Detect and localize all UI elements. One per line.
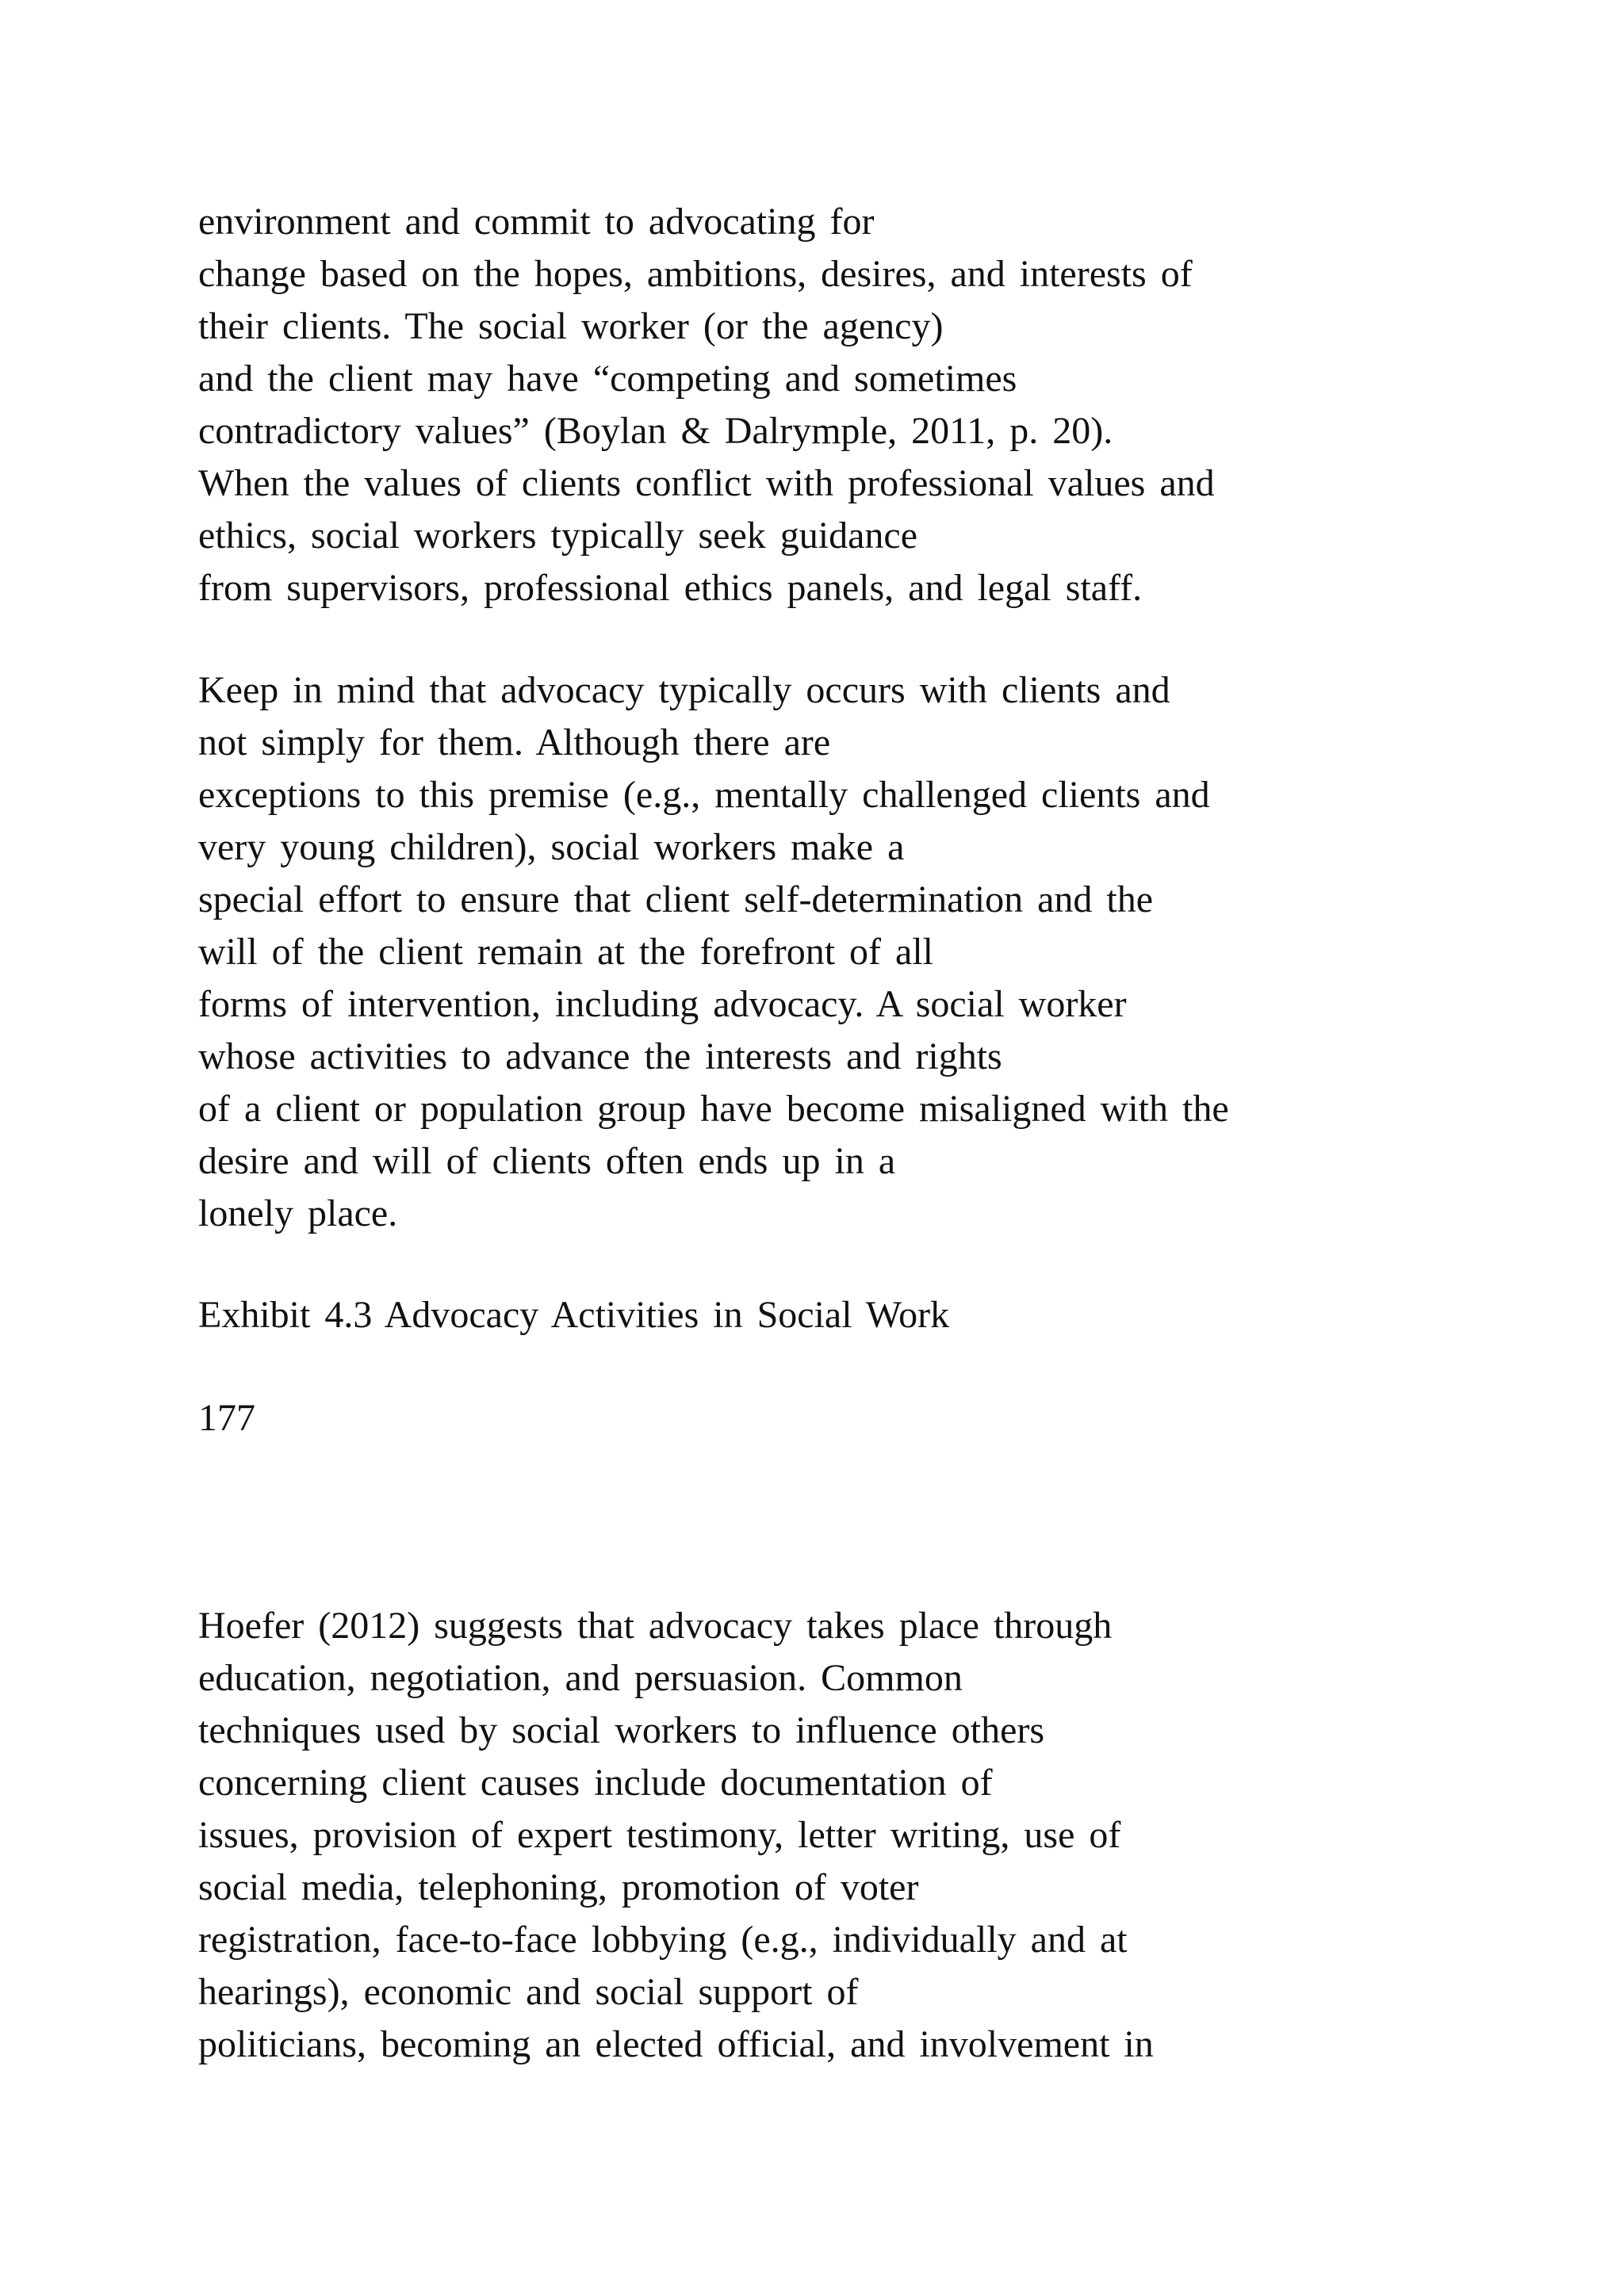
text-line: contradictory values” (Boylan & Dalrymple, 2011, p. 20). xyxy=(198,410,1113,452)
text-line: of a client or population group have become misaligned with the xyxy=(198,1088,1229,1130)
text-line: techniques used by social workers to influence others xyxy=(198,1709,1045,1751)
text-line: When the values of clients conflict with professional values and xyxy=(198,462,1215,504)
text-line: environment and commit to advocating for xyxy=(198,201,875,243)
text-line: very young children), social workers make a xyxy=(198,826,905,868)
text-line: social media, telephoning, promotion of voter xyxy=(198,1866,919,1908)
text-line: desire and will of clients often ends up in a xyxy=(198,1140,896,1182)
paragraph-advocacy-techniques xyxy=(198,1600,1154,2071)
text-line: special effort to ensure that client self-determination and the xyxy=(198,878,1154,920)
text-line: and the client may have “competing and sometimes xyxy=(198,358,1017,400)
text-line: education, negotiation, and persuasion. Common xyxy=(198,1657,963,1699)
exhibit-caption xyxy=(198,1289,949,1341)
text-line: from supervisors, professional ethics panels, and legal staff. xyxy=(198,567,1143,609)
text-line: politicians, becoming an elected official, and involvement in xyxy=(198,2023,1154,2065)
text-line: exceptions to this premise (e.g., mentally challenged clients and xyxy=(198,774,1210,816)
page-number-text: 177 xyxy=(198,1397,255,1439)
page-number xyxy=(198,1392,255,1445)
paragraph-advocacy-with-clients xyxy=(198,664,1229,1240)
text-line: registration, face-to-face lobbying (e.g., individually and at xyxy=(198,1919,1128,1961)
text-line: concerning client causes include documentation of xyxy=(198,1762,993,1804)
text-line: change based on the hopes, ambitions, desires, and interests of xyxy=(198,253,1193,295)
text-line: their clients. The social worker (or the agency) xyxy=(198,305,944,347)
text-line: not simply for them. Although there are xyxy=(198,721,831,763)
text-line: Keep in mind that advocacy typically occurs with clients and xyxy=(198,669,1170,711)
text-line: will of the client remain at the forefront of all xyxy=(198,931,933,973)
text-line: hearings), economic and social support of xyxy=(198,1971,859,2013)
exhibit-caption-text: Exhibit 4.3 Advocacy Activities in Social Work xyxy=(198,1294,950,1336)
paragraph-values-conflict xyxy=(198,196,1215,614)
text-line: Hoefer (2012) suggests that advocacy takes place through xyxy=(198,1605,1113,1647)
text-line: issues, provision of expert testimony, letter writing, use of xyxy=(198,1814,1121,1856)
text-line: lonely place. xyxy=(198,1192,398,1234)
text-line: whose activities to advance the interests and rights xyxy=(198,1035,1002,1077)
text-line: forms of intervention, including advocacy. A social worker xyxy=(198,983,1127,1025)
text-line: ethics, social workers typically seek guidance xyxy=(198,515,918,557)
